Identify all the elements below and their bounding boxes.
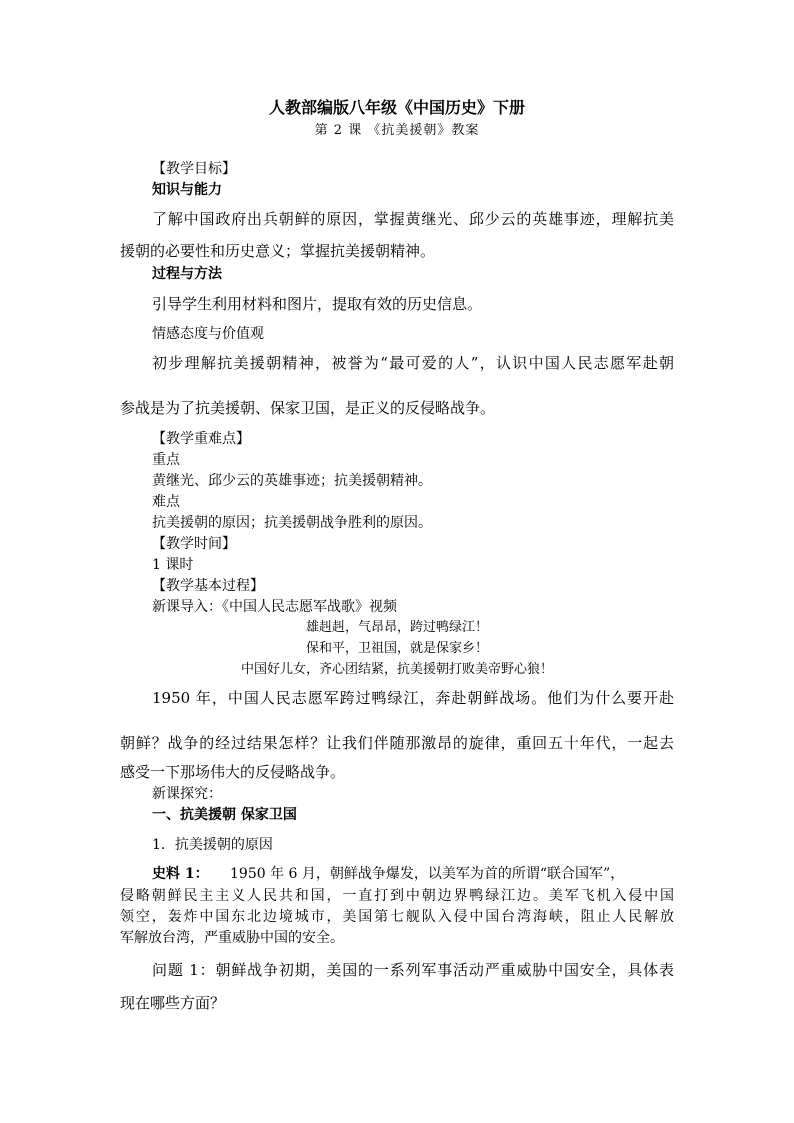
question-line-2: 现在哪些方面？: [120, 994, 226, 1012]
intro-paragraph-line-1: 1950 年，中国人民志愿军跨过鸭绿江，奔赴朝鲜战场。他们为什么要开赴: [152, 689, 674, 707]
song-lyric-line: 雄赳赳，气昂昂，跨过鸭绿江！: [305, 620, 488, 635]
key-point-text: 黄继光、邱少云的英雄事迹；抗美援朝精神。: [152, 473, 432, 489]
source-text-line-4: 军解放台湾，严重威胁中国的安全。: [120, 930, 344, 946]
source-text-line-3: 领空，轰炸中国东北边境城市，美国第七舰队入侵中国台湾海峡，阻止人民解放: [120, 909, 674, 925]
lesson-intro: 新课导入：《中国人民志愿军战歌》视频: [152, 599, 397, 615]
key-point-heading: 重点: [152, 452, 180, 468]
emotion-values-heading: 情感态度与价值观: [152, 326, 264, 342]
lesson-subtitle: 第 2 课 《抗美援朝》教案: [314, 123, 480, 138]
document-title: 人教部编版八年级《中国历史》下册: [268, 98, 525, 117]
song-lyric-line: 中国好儿女，齐心团结紧，抗美援朝打败美帝野心狼！: [240, 662, 553, 677]
source-label: 史料 1：: [152, 866, 209, 882]
knowledge-text-line-2: 援朝的必要性和历史意义；掌握抗美援朝精神。: [120, 242, 436, 260]
source-text-line-2: 侵略朝鲜民主主义人民共和国，一直打到中朝边界鸭绿江边。美军飞机入侵中国: [120, 888, 674, 904]
emotion-text-line-2: 参战是为了抗美援朝、保家卫国，是正义的反侵略战争。: [120, 399, 496, 417]
teaching-time-text: 1 课时: [152, 557, 194, 573]
subsection-1-heading: 1．抗美援朝的原因: [152, 837, 273, 853]
intro-paragraph-line-3: 感受一下那场伟大的反侵略战争。: [120, 763, 346, 781]
intro-paragraph-line-2: 朝鲜？战争的经过结果怎样？让我们伴随那激昂的旋律，重回五十年代，一起去: [120, 734, 674, 752]
knowledge-ability-heading: 知识与能力: [152, 182, 222, 198]
teaching-process-heading: 【教学基本过程】: [152, 578, 264, 594]
process-method-text: 引导学生利用材料和图片，提取有效的历史信息。: [152, 295, 483, 313]
source-text-line-1: 1950 年 6 月，朝鲜战争爆发，以美军为首的所谓“联合国军”，: [230, 866, 625, 882]
process-method-heading: 过程与方法: [152, 266, 222, 282]
difficult-point-text: 抗美援朝的原因；抗美援朝战争胜利的原因。: [152, 515, 432, 531]
song-lyric-line: 保和平，卫祖国，就是保家乡！: [305, 641, 488, 656]
teaching-goals-heading: 【教学目标】: [152, 161, 236, 177]
emotion-text-line-1: 初步理解抗美援朝精神，被誉为“最可爱的人”，认识中国人民志愿军赴朝: [152, 354, 674, 372]
key-difficult-heading: 【教学重难点】: [152, 431, 250, 447]
teaching-time-heading: 【教学时间】: [152, 536, 236, 552]
question-line-1: 问题 1：朝鲜战争初期，美国的一系列军事活动严重威胁中国安全，具体表: [152, 961, 674, 979]
new-lesson-explore: 新课探究：: [152, 786, 222, 802]
difficult-point-heading: 难点: [152, 494, 180, 510]
knowledge-text-line-1: 了解中国政府出兵朝鲜的原因，掌握黄继光、邱少云的英雄事迹，理解抗美: [152, 210, 674, 228]
section-1-heading: 一、抗美援朝 保家卫国: [152, 807, 297, 823]
